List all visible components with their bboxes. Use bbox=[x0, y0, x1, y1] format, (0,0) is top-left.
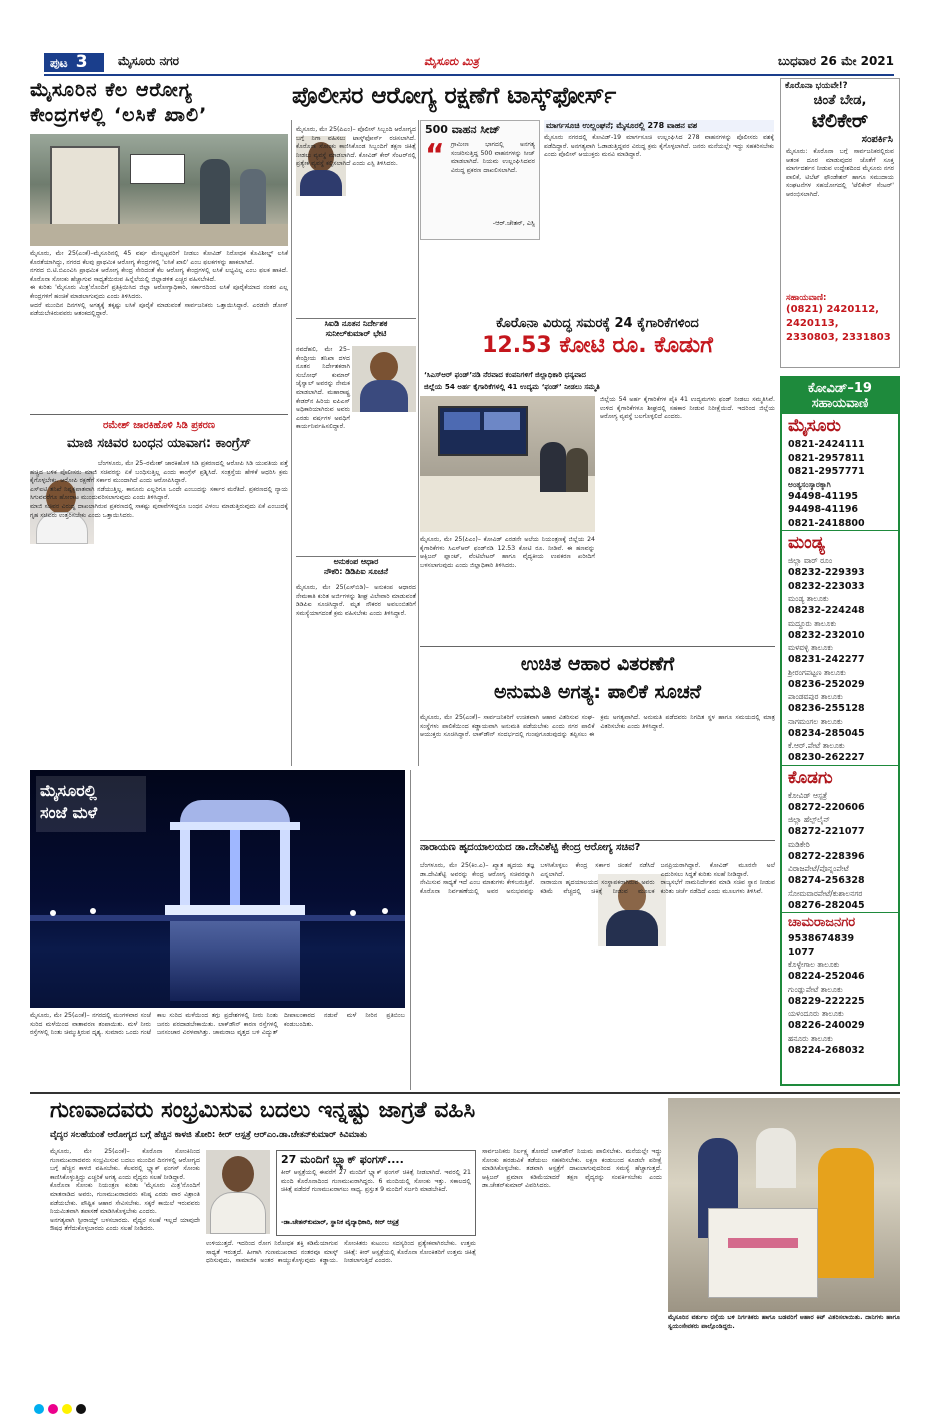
helpline-label: ಸಹಾಯವಾಣಿ: bbox=[786, 293, 827, 303]
mandya-phone-0: 08232-229393 bbox=[788, 567, 865, 578]
mysuru-ambulance-label: ಅಂತ್ಯಸಂಸ್ಕಾರಕ್ಕಾಗಿ bbox=[788, 479, 831, 489]
reg-mark-black bbox=[76, 1404, 86, 1414]
devishetty-headline: ನಾರಾಯಣ ಹೃದಯಾಲಯದ ಡಾ.ದೇವಿಶೆಟ್ಟಿ ಕೇಂದ್ರ ಆರೋಗ್ಯ ಸಚಿವ? bbox=[420, 842, 641, 853]
page-badge bbox=[44, 53, 104, 72]
paper-name: ಮೈಸೂರು ಮಿತ್ರ bbox=[424, 55, 479, 68]
meeting-photo bbox=[420, 396, 595, 532]
mandya-label-3: ಮದ್ದೂರು ತಾಲೂಕು bbox=[788, 618, 837, 628]
crore-headline-line1: ಕೊರೊನಾ ವಿರುದ್ಧ ಸಮರಕ್ಕೆ 24 ಕೈಗಾರಿಕೆಗಳಿಂದ bbox=[496, 316, 699, 331]
cid-headline-line1: ಸಿಐಡಿ ನೂತನ ನಿರ್ದೇಶಕ bbox=[324, 319, 388, 328]
telecare-body: ಮೈಸೂರು: ಕೊರೊನಾ ಬಗ್ಗೆ ಸಾರ್ವಜನಿಕರಲ್ಲಿರುವ ಆತಂಕ ದೂರ ಮಾಡುವುದರ ಜೊತೆಗೆ ಸೂಕ್ತ ಮಾರ್ಗದರ್ಶನ ನೀಡುವ ಉದ್ದೇಶದಿಂದ ಮೈಸೂರು ನಗರ ಪಾಲಿಕೆ, ಟಿಬೆಟ್ ಫೌಂಡೇಶನ್ ಹಾಗೂ ಸಮುದಾಯ ಸಂಘಟನೆಗಳ ಸಹಯೋಗದಲ್ಲಿ 'ಟೆಲಿಕೇರ್ ಸೆಂಟರ್' ಆರಂಭಿಸಲಾಗಿದೆ. bbox=[786, 148, 896, 198]
kodagu-phone-1: 08272-221077 bbox=[788, 826, 865, 837]
vaccine-headline-line2: ಕೇಂದ್ರಗಳಲ್ಲಿ ‘ಲಸಿಕೆ ಖಾಲಿ’ bbox=[30, 104, 208, 126]
ddpi-headline-line1: ಅನುಕಂಪ ಆಧಾರ bbox=[333, 557, 379, 566]
chamarajanagar-phone-4: 08226-240029 bbox=[788, 1020, 865, 1031]
taskforce-body-right: ಮೈಸೂರು ನಗರದಲ್ಲಿ ಕೋವಿಡ್-19 ಮಾರ್ಗಸೂಚಿ ಉಲ್ಲಂಘಿಸಿದ 278 ವಾಹನಗಳನ್ನು ಪೊಲೀಸರು ವಶಕ್ಕೆ ಪಡೆದಿದ್ದಾರೆ. ಅನಗತ್ಯವಾಗಿ ಓಡಾಡುತ್ತಿದ್ದವರ ವಿರುದ್ಧ ಕ್ರಮ ಕೈಗೊಳ್ಳಲಾಗಿದೆ. ಜನರು ಮನೆಯಲ್ಲೇ ಇದ್ದು ಸಹಕರಿಸಬೇಕು ಎಂದು ಪೊಲೀಸ್ ಆಯುಕ್ತರು ಮನವಿ ಮಾಡಿದ್ದಾರೆ. bbox=[544, 134, 776, 159]
kodagu-phone-0: 08272-220606 bbox=[788, 801, 865, 813]
issue-date: ಬುಧವಾರ 26 ಮೇ 2021 bbox=[778, 54, 894, 68]
mysuru-phone-2: 0821-2957811 bbox=[788, 452, 865, 464]
rain-label-line1: ಮೈಸೂರಲ್ಲಿ bbox=[40, 781, 97, 800]
mandya-label-7: ನಾಗಮಂಗಲ ತಾಲೂಕು bbox=[788, 716, 843, 726]
seize-box-body: ಗ್ರಾಮೀಣ ಭಾಗದಲ್ಲಿ ಅನಗತ್ಯ ಸಂಚರಿಸುತ್ತಿದ್ದ 500 ವಾಹನಗಳನ್ನು ಸೀಜ್ ಮಾಡಲಾಗಿದೆ. ನಿಯಮ ಉಲ್ಲಂಘಿಸಿದವರ ವಿರುದ್ಧ ಪ್ರಕರಣ ದಾಖಲಿಸಲಾಗಿದೆ. bbox=[451, 141, 537, 174]
fungus-box-title: 27 ಮಂದಿಗೆ ಬ್ಲ್ಯಾಕ್ ಫಂಗಸ್.... bbox=[281, 1153, 404, 1166]
chamarajanagar-list bbox=[782, 932, 898, 1057]
food-headline bbox=[420, 650, 775, 710]
mandya-label-0: ಜಿಲ್ಲಾ ವಾರ್ ರೂಂ bbox=[788, 556, 833, 565]
mysuru-phone-1: 0821-2424111 bbox=[788, 439, 865, 450]
mandya-label-8: ಕೆ.ಆರ್.ಪೇಟೆ ತಾಲೂಕು bbox=[788, 741, 845, 750]
chamarajanagar-label-2: ಕೊಳ್ಳೇಗಾಲ ತಾಲೂಕು bbox=[788, 960, 840, 969]
chamarajanagar-label-5: ಹನೂರು ತಾಲೂಕು bbox=[788, 1033, 833, 1043]
kodagu-phone-2: 08272-228396 bbox=[788, 850, 865, 862]
food-headline-line2: ಅನುಮತಿ ಅಗತ್ಯ: ಪಾಲಿಕೆ ಸೂಚನೆ bbox=[493, 681, 701, 703]
mysuru-ambulance-1: 94498-41195 bbox=[788, 490, 859, 502]
rule-devishetty-top bbox=[420, 840, 775, 841]
reg-mark-yellow bbox=[62, 1404, 72, 1414]
covid-helpline-box bbox=[780, 376, 900, 1086]
bottom-body-right: ಸಾರ್ವಜನಿಕರು ನಿರ್ಲಕ್ಷ್ಯ ತೋರದೆ ಲಾಕ್‌ಡೌನ್ ನಿಯಮ ಪಾಲಿಸಬೇಕು. ಮನೆಯಲ್ಲೇ ಇದ್ದು ಸೋಂಕು ಹರಡುವಿಕೆ ತಡೆಯಲು ಸಹಕರಿಸಬೇಕು. ಲಕ್ಷಣ ಕಂಡುಬಂದ ಕೂಡಲೇ ಪರೀಕ್ಷೆ ಮಾಡಿಸಿಕೊಳ್ಳಬೇಕು. ತಡವಾಗಿ ಆಸ್ಪತ್ರೆಗೆ ದಾಖಲಾಗುವುದರಿಂದ ಸಮಸ್ಯೆ ಹೆಚ್ಚಾಗುತ್ತದೆ. ಆಕ್ಸಿಜನ್ ಪ್ರಮಾಣ ಕಡಿಮೆಯಾದರೆ ತಕ್ಷಣ ವೈದ್ಯರನ್ನು ಸಂಪರ್ಕಿಸಬೇಕು ಎಂದು ಡಾ.ಚೇತನ್‌ಕುಮಾರ್ ವಿವರಿಸಿದರು. bbox=[482, 1148, 664, 1190]
ramesh-headline: ಮಾಜಿ ಸಚಿವರ ಬಂಧನ ಯಾವಾಗ: ಕಾಂಗ್ರೆಸ್ bbox=[67, 436, 251, 451]
reg-mark-magenta bbox=[48, 1404, 58, 1414]
food-kit-caption: ಮೈಸೂರಿನ ವರ್ತುಲ ರಸ್ತೆಯ ಬಳಿ ನಿರ್ಗತಿಕರು ಹಾಗೂ ಬಡವರಿಗೆ ಆಹಾರ ಕಿಟ್ ವಿತರಿಸಲಾಯಿತು. ದಾನಿಗಳು ಹಾಗೂ ಸ್ವಯಂಸೇವಕರು ಪಾಲ್ಗೊಂಡಿದ್ದರು. bbox=[668, 1314, 903, 1330]
kodagu-label-3: ವಿರಾಜಪೇಟೆ/ಪೊನ್ನಂಪೇಟೆ bbox=[788, 864, 849, 873]
mandya-label-4: ಮಳವಳ್ಳಿ ತಾಲೂಕು bbox=[788, 643, 833, 652]
vaccine-headline-line1: ಮೈಸೂರಿನ ಕೆಲ ಆರೋಗ್ಯ bbox=[30, 79, 193, 101]
telecare-contact: ಸಂಪರ್ಕಿಸಿ bbox=[861, 134, 893, 145]
district-mysuru: ಮೈಸೂರು bbox=[788, 416, 841, 436]
food-kit-photo bbox=[668, 1098, 900, 1312]
mandya-phone-2: 08232-224248 bbox=[788, 605, 865, 616]
cid-body: ನವದೆಹಲಿ, ಮೇ 25– ಕೇಂದ್ರೀಯ ತನಿಖಾ ದಳದ ನೂತನ ನಿರ್ದೇಶಕರಾಗಿ ಸುಬೋಧ್ ಕುಮಾರ್ ಜೈಸ್ವಾಲ್ ಅವರನ್ನು ನೇಮಕ ಮಾಡಲಾಗಿದೆ. ಮಹಾರಾಷ್ಟ್ರ ಕೇಡರ್‌ನ ಹಿರಿಯ ಐಪಿಎಸ್ ಅಧಿಕಾರಿಯಾಗಿರುವ ಅವರು ಎರಡು ವರ್ಷಗಳ ಅವಧಿಗೆ ಕಾರ್ಯನಿರ್ವಹಿಸಲಿದ್ದಾರೆ. bbox=[296, 346, 352, 431]
ramesh-body: ಬೆಂಗಳೂರು, ಮೇ 25–ರಮೇಶ್ ಜಾರಕಿಹೊಳಿ ಸಿಡಿ ಪ್ರಕರಣದಲ್ಲಿ ಆರೋಪಿ ಸಿಡಿ ಯುವತಿಯ ಪತ್ತೆ ಹಚ್ಚಿದ ಬಳಿಕ ಪೊಲೀಸರು ಮಾಜಿ ಸಚಿವರನ್ನು ಏಕೆ ಬಂಧಿಸುತ್ತಿಲ್ಲ ಎಂದು ಕಾಂಗ್ರೆಸ್ ಪ್ರಶ್ನಿಸಿದೆ. ಸಂತ್ರಸ್ತೆಯ ಹೇಳಿಕೆ ಆಧರಿಸಿ ಕ್ರಮ ಕೈಗೊಳ್ಳಬೇಕು. ಆರೋಪಿ ರಕ್ಷಣೆಗೆ ಸರ್ಕಾರ ಮುಂದಾಗಿದೆ ಎಂದು ಆರೋಪಿಸಿದ್ದಾರೆ. ಎಸ್‌ಐಟಿ ತನಿಖೆ ನಿಷ್ಪಕ್ಷಪಾತವಾಗಿ ನಡೆಯುತ್ತಿಲ್ಲ. ಕಾನೂನು ಎಲ್ಲರಿಗೂ ಒಂದೇ ಎಂಬುದನ್ನು ಸರ್ಕಾರ ಮರೆತಿದೆ. ಪ್ರಕರಣದಲ್ಲಿ ನ್ಯಾಯ ಸಿಗುವವರೆಗೂ ಹೋರಾಟ ಮುಂದುವರಿಸಲಾಗುವುದು ಎಂದು ತಿಳಿಸಿದ್ದಾರೆ. ಮಾಜಿ ಸಚಿವರ ವಿರುದ್ಧ ದಾಖಲಾಗಿರುವ ಪ್ರಕರಣದಲ್ಲಿ ಸಾಕಷ್ಟು ಪುರಾವೆಗಳಿದ್ದರೂ ಬಂಧನ ವಿಳಂಬ ಮಾಡುತ್ತಿರುವುದು ಏಕೆ ಎಂಬುದಕ್ಕೆ ಗೃಹ ಸಚಿವರು ಉತ್ತರಿಸಬೇಕು ಎಂದು ಒತ್ತಾಯಿಸಿದರು. bbox=[30, 460, 288, 519]
rule-food-top bbox=[420, 646, 775, 647]
taskforce-subheadline: ಮಾರ್ಗಸೂಚಿ ಉಲ್ಲಂಘನೆ; ಮೈಸೂರಲ್ಲಿ 278 ವಾಹನ ವಶ bbox=[544, 120, 774, 132]
food-headline-line1: ಉಚಿತ ಆಹಾರ ವಿತರಣೆಗೆ bbox=[520, 653, 675, 675]
crore-bullet-1: ‘ಸಿಎಸ್‌ಆರ್ ಫಂಡ್’ನಡಿ ನೆರವಾದ ಕಂಪನಿಗಳಿಗೆ ಜಿಲ್ಲಾಧಿಕಾರಿ ಧನ್ಯವಾದ bbox=[424, 370, 587, 379]
mandya-phone-1: 08232-223033 bbox=[788, 580, 865, 592]
fungus-box-body: ಕೀರ್ ಆಸ್ಪತ್ರೆಯಲ್ಲಿ ಈವರೆಗೆ 27 ಮಂದಿಗೆ ಬ್ಲ್ಯಾಕ್ ಫಂಗಸ್ ಚಿಕಿತ್ಸೆ ನೀಡಲಾಗಿದೆ. ಇವರಲ್ಲಿ 21 ಮಂದಿ ಕೊರೊನಾದಿಂದ ಗುಣಮುಖರಾಗಿದ್ದರು. 6 ಮಂದಿಯಲ್ಲಿ ಸೋಂಕು ಇತ್ತು. ಸಕಾಲದಲ್ಲಿ ಚಿಕಿತ್ಸೆ ಪಡೆದರೆ ಗುಣಮುಖರಾಗಲು ಸಾಧ್ಯ. ಪ್ರಸ್ತುತ 9 ಮಂದಿಗೆ ಸರ್ಜರಿ ಮಾಡಬೇಕಿದೆ. bbox=[281, 1169, 473, 1194]
bottom-bullet: ವೈದ್ಯರ ಸಲಹೆಯಂತೆ ಆರೋಗ್ಯದ ಬಗ್ಗೆ ಹೆಚ್ಚಿನ ಕಾಳಜಿ ತೋರಿ: ಕೀರ್ ಆಸ್ಪತ್ರೆ ಆರ್‌ಎಂ.ಡಾ.ಚೇತನ್‌ಕುಮಾರ್ ಕಿವಿಮಾತು bbox=[50, 1130, 367, 1140]
chamarajanagar-label-4: ಯಳಂದೂರು ತಾಲೂಕು bbox=[788, 1009, 844, 1018]
crore-headline bbox=[420, 316, 775, 368]
covid-title-line1: ಕೋವಿಡ್–19 bbox=[808, 381, 872, 396]
crore-bullet-2: ಜಿಲ್ಲೆಯ 54 ಅರ್ಹ ಕೈಗಾರಿಕೆಗಳಲ್ಲಿ 41 ಉದ್ಯಮ ‘ಫಂಡ್’ ನೀಡಲು ಸಮ್ಮತಿ bbox=[424, 382, 600, 391]
mandya-label-6: ಪಾಂಡವಪುರ ತಾಲೂಕು bbox=[788, 692, 843, 701]
chamarajanagar-phone-3: 08229-222225 bbox=[788, 995, 865, 1007]
vaccine-body: ಮೈಸೂರು, ಮೇ 25(ಎಂಕೆ)–ಮೈಸೂರಿನಲ್ಲಿ 45 ವರ್ಷ ಮೇಲ್ಪಟ್ಟವರಿಗೆ ನೀಡಲು ಕೋವಿಡ್ ನಿರೋಧಕ ಕೊವಿಶೀಲ್ಡ್ ಲಸಿಕೆ ಕೊರತೆಯಾಗಿದ್ದು, ನಗರದ ಕೆಲವು ಪ್ರಾಥಮಿಕ ಆರೋಗ್ಯ ಕೇಂದ್ರಗಳಲ್ಲಿ 'ಲಸಿಕೆ ಖಾಲಿ' ಎಂಬ ಫಲಕಗಳನ್ನು ಹಾಕಲಾಗಿದೆ. ನಗರದ ಬಿ.ಟಿ.ಬಿಎಂವಿಸಿ ಪ್ರಾಥಮಿಕ ಆರೋಗ್ಯ ಕೇಂದ್ರ ಸೇರಿದಂತೆ ಕೆಲ ಆರೋಗ್ಯ ಕೇಂದ್ರಗಳಲ್ಲಿ ಲಸಿಕೆ ಲಭ್ಯವಿಲ್ಲ ಎಂಬ ಫಲಕ ಹಾಕಿದೆ. ಕೊರೊನಾ ಸೋಂಕು ಹೆಚ್ಚಾಗುವ ಸಾಧ್ಯತೆಯಿರುವ ಹಿನ್ನೆಲೆಯಲ್ಲಿ ಜಿಲ್ಲಾಡಳಿತ ಎಚ್ಚರ ವಹಿಸಬೇಕಿದೆ. ಈ ಕುರಿತು 'ಮೈಸೂರು ಮಿತ್ರ'ನೊಂದಿಗೆ ಪ್ರತಿಕ್ರಿಯಿಸಿದ ಜಿಲ್ಲಾ ಆರೋಗ್ಯಾಧಿಕಾರಿ, ಸರ್ಕಾರದಿಂದ ಲಸಿಕೆ ಪೂರೈಕೆಯಾದ ನಂತರ ಎಲ್ಲ ಕೇಂದ್ರಗಳಿಗೆ ಹಂಚಿಕೆ ಮಾಡಲಾಗುವುದು ಎಂದು ತಿಳಿಸಿದರು. ಆದರೆ ಮುಂದಿನ ದಿನಗಳಲ್ಲಿ ಅಗತ್ಯಕ್ಕೆ ತಕ್ಕಷ್ಟು ಲಸಿಕೆ ಪೂರೈಕೆ ಮಾಡುವಂತೆ ಸಾರ್ವಜನಿಕರು ಒತ್ತಾಯಿಸಿದ್ದಾರೆ. ಎರಡನೇ ಡೋಸ್ ಪಡೆಯಬೇಕಿರುವವರು ಆತಂಕದಲ್ಲಿದ್ದಾರೆ. bbox=[30, 250, 288, 318]
kodagu-phone-4: 08276-282045 bbox=[788, 899, 865, 911]
cid-photo bbox=[352, 346, 416, 412]
mandya-phone-7: 08234-285045 bbox=[788, 727, 865, 739]
mysuru-ambulance-2: 94498-41196 bbox=[788, 504, 859, 515]
crore-body-left: ಮೈಸೂರು, ಮೇ 25(ಪಿಎಂ)– ಕೋವಿಡ್ ಎರಡನೇ ಅಲೆಯ ನಿಯಂತ್ರಣಕ್ಕೆ ಜಿಲ್ಲೆಯ 24 ಕೈಗಾರಿಕೆಗಳು ಸಿಎಸ್‌ಆರ್ ಫಂಡ್‌ನಡಿ 12.53 ಕೋಟಿ ರೂ. ನೀಡಿವೆ. ಈ ಹಣವನ್ನು ಆಕ್ಸಿಜನ್ ಪ್ಲಾಂಟ್, ವೆಂಟಿಲೇಟರ್ ಹಾಗೂ ವೈದ್ಯಕೀಯ ಉಪಕರಣ ಖರೀದಿಗೆ ಬಳಸಲಾಗುವುದು ಎಂದು ಜಿಲ್ಲಾಧಿಕಾರಿ ತಿಳಿಸಿದರು. bbox=[420, 536, 597, 569]
district-chamarajanagar: ಚಾಮರಾಜನಗರ bbox=[782, 912, 898, 932]
covid-title bbox=[782, 378, 898, 414]
mandya-label-5: ಶ್ರೀರಂಗಪಟ್ಟಣ ತಾಲೂಕು bbox=[788, 667, 846, 677]
kodagu-label-0: ಕೋವಿಡ್ ಆಸ್ಪತ್ರೆ bbox=[788, 790, 828, 800]
bottom-body-mid: ಉಳಿಯುತ್ತದೆ. ಇದರಿಂದ ರೋಗ ನಿರೋಧಕ ಶಕ್ತಿ ಕಡಿಮೆಯಾಗುವ ಸಾಧ್ಯತೆ ಇರುತ್ತದೆ. ಹೀಗಾಗಿ ಗುಣಮುಖರಾದ ನಂತರವೂ ಮಾಸ್ಕ್ ಧರಿಸುವುದು, ಸಾಮಾಜಿಕ ಅಂತರ ಕಾಯ್ದುಕೊಳ್ಳುವುದು ಕಡ್ಡಾಯ. ಸೋಂಕಿತರು ಕುಟುಂಬ ಸದಸ್ಯರಿಂದ ಪ್ರತ್ಯೇಕವಾಗಿರಬೇಕು. ಉತ್ತಮ ಚಿಕಿತ್ಸೆ: ಕೀರ್ ಆಸ್ಪತ್ರೆಯಲ್ಲಿ ಕೊರೊನಾ ಸೋಂಕಿತರಿಗೆ ಉತ್ತಮ ಚಿಕಿತ್ಸೆ ನೀಡಲಾಗುತ್ತಿದೆ ಎಂದರು. bbox=[206, 1240, 478, 1265]
doctor-photo bbox=[206, 1150, 270, 1234]
ramesh-kicker: ರಮೇಶ್ ಜಾರಕಿಹೊಳಿ ಸಿಡಿ ಪ್ರಕರಣ bbox=[103, 420, 215, 431]
kodagu-label-2: ಮಡಿಕೇರಿ bbox=[788, 839, 810, 849]
kodagu-label-1: ಜಿಲ್ಲಾ ಹೆಲ್ಪ್‌ಲೈನ್ bbox=[788, 815, 830, 824]
page-number: 3 bbox=[75, 52, 88, 72]
bottom-body-left: ಮೈಸೂರು, ಮೇ 25(ಎಂಕೆ)– ಕೊರೊನಾ ಸೋಂಕಿನಿಂದ ಗುಣಮುಖರಾದವರು ಸಂಭ್ರಮಿಸುವ ಬದಲು ಮುಂದಿನ ದಿನಗಳಲ್ಲಿ ಆರೋಗ್ಯದ ಬಗ್ಗೆ ಹೆಚ್ಚಿನ ಕಾಳಜಿ ವಹಿಸಬೇಕು. ಕೆಲವರಲ್ಲಿ ಬ್ಲ್ಯಾಕ್ ಫಂಗಸ್ ಸೋಂಕು ಕಾಣಿಸಿಕೊಳ್ಳುತ್ತಿದ್ದು ಎಚ್ಚರಿಕೆ ಅಗತ್ಯ ಎಂದು ವೈದ್ಯರು ಸಲಹೆ ನೀಡಿದ್ದಾರೆ. ಕೊರೊನಾ ಸೋಂಕು ನಿಯಂತ್ರಣ ಕುರಿತು 'ಮೈಸೂರು ಮಿತ್ರ'ನೊಂದಿಗೆ ಮಾತನಾಡಿದ ಅವರು, ಗುಣಮುಖರಾದವರು ಕನಿಷ್ಠ ಎರಡು ವಾರ ವಿಶ್ರಾಂತಿ ಪಡೆಯಬೇಕು. ಪೌಷ್ಟಿಕ ಆಹಾರ ಸೇವಿಸಬೇಕು. ಸಕ್ಕರೆ ಕಾಯಿಲೆ ಇರುವವರು ನಿಯಮಿತವಾಗಿ ತಪಾಸಣೆ ಮಾಡಿಸಿಕೊಳ್ಳಬೇಕು ಎಂದರು. ಅನಗತ್ಯವಾಗಿ ಸ್ಟೀರಾಯ್ಡ್ ಬಳಸಬಾರದು. ವೈದ್ಯರ ಸಲಹೆ ಇಲ್ಲದೆ ಯಾವುದೇ ಔಷಧ ತೆಗೆದುಕೊಳ್ಳಬಾರದು ಎಂದು ಸಲಹೆ ನೀಡಿದರು. bbox=[50, 1148, 200, 1233]
fungus-box bbox=[276, 1150, 476, 1236]
mandya-phone-5: 08236-252029 bbox=[788, 678, 865, 690]
mandya-label-2: ಮಂಡ್ಯ ತಾಲೂಕು bbox=[788, 594, 829, 603]
seize-box bbox=[420, 120, 540, 240]
taskforce-headline: ಪೊಲೀಸರ ಆರೋಗ್ಯ ರಕ್ಷಣೆಗೆ ಟಾಸ್ಕ್‌ಫೋರ್ಸ್ bbox=[292, 83, 617, 109]
reg-mark-cyan bbox=[34, 1404, 44, 1414]
rain-label-line2: ಸಂಜೆ ಮಳೆ bbox=[40, 803, 98, 822]
bottom-headline: ಗುಣವಾದವರು ಸಂಭ್ರಮಿಸುವ ಬದಲು ಇನ್ನಷ್ಟು ಜಾಗ್ರತೆ ವಹಿಸಿ bbox=[50, 1098, 476, 1123]
quote-mark-icon: “ bbox=[425, 138, 445, 173]
district-mandya: ಮಂಡ್ಯ bbox=[782, 530, 898, 555]
seize-box-author: -ಆರ್.ಚೇತನ್, ಎಸ್ಪಿ bbox=[492, 219, 535, 227]
telecare-kicker: ಕೊರೊನಾ ಭಯವೇ!? bbox=[785, 81, 848, 91]
covid-title-line2: ಸಹಾಯವಾಣಿ bbox=[811, 396, 869, 411]
rule-center-mid bbox=[418, 120, 419, 766]
mandya-phone-3: 08232-232010 bbox=[788, 629, 865, 641]
taskforce-body-left: ಮೈಸೂರು, ಮೇ 25(ಪಿಎಂ)– ಪೊಲೀಸ್ ಸಿಬ್ಬಂದಿ ಆರೋಗ್ಯದ ಬಗ್ಗೆ ನಿಗಾ ವಹಿಸಲು ಟಾಸ್ಕ್‌ಫೋರ್ಸ್ ರಚಿಸಲಾಗಿದೆ. ಕೊರೊನಾ ಸೋಂಕು ಕಾಣಿಸಿಕೊಂಡ ಸಿಬ್ಬಂದಿಗೆ ತಕ್ಷಣ ಚಿಕಿತ್ಸೆ ನೀಡಲು ವ್ಯವಸ್ಥೆ ಮಾಡಲಾಗಿದೆ. ಕೋವಿಡ್ ಕೇರ್ ಸೆಂಟರ್‌ನಲ್ಲಿ ಪ್ರತ್ಯೇಕ ವ್ಯವಸ್ಥೆ ಕಲ್ಪಿಸಲಾಗಿದೆ ಎಂದು ಎಸ್ಪಿ ತಿಳಿಸಿದರು. bbox=[296, 126, 418, 168]
ddpi-headline-line2: ನೌಕರಿ: ಡಿಡಿಪಿಐ ಸೂಚನೆ bbox=[324, 567, 388, 576]
vaccine-headline bbox=[30, 78, 288, 130]
rule-rain-right bbox=[410, 770, 411, 1090]
crore-body-right: ಜಿಲ್ಲೆಯ 54 ಅರ್ಹ ಕೈಗಾರಿಕೆಗಳ ಪೈಕಿ 41 ಉದ್ಯಮಗಳು ಫಂಡ್ ನೀಡಲು ಸಮ್ಮತಿಸಿವೆ. ಉಳಿದ ಕೈಗಾರಿಕೆಗಳೂ ಶೀಘ್ರದಲ್ಲಿ ಸಹಕಾರ ನೀಡುವ ನಿರೀಕ್ಷೆಯಿದೆ. ಇದರಿಂದ ಜಿಲ್ಲೆಯ ಆರೋಗ್ಯ ವ್ಯವಸ್ಥೆ ಬಲಗೊಳ್ಳಲಿದೆ ಎಂದರು. bbox=[600, 396, 777, 421]
seize-box-title: 500 ವಾಹನ ಸೀಜ್ bbox=[425, 123, 501, 136]
ddpi-body: ಮೈಸೂರು, ಮೇ 25(ಎಸ್‌ಬಿಡಿ)– ಅನುಕಂಪ ಆಧಾರದ ನೇಮಕಾತಿ ಕುರಿತ ಅರ್ಜಿಗಳನ್ನು ಶೀಘ್ರ ವಿಲೇವಾರಿ ಮಾಡುವಂತೆ ಡಿಡಿಪಿಐ ಸೂಚಿಸಿದ್ದಾರೆ. ಮೃತ ನೌಕರರ ಅವಲಂಬಿತರಿಗೆ ಸಮಸ್ಯೆಯಾಗದಂತೆ ಕ್ರಮ ವಹಿಸಬೇಕು ಎಂದು ತಿಳಿಸಿದ್ದಾರೆ. bbox=[296, 584, 418, 617]
ddpi-headline bbox=[296, 556, 416, 582]
masthead bbox=[44, 52, 894, 74]
helpline-numbers: (0821) 2420112, 2420113, 2330803, 2331803 bbox=[786, 304, 891, 343]
chamarajanagar-label-3: ಗುಂಡ್ಲುಪೇಟೆ ತಾಲೂಕು bbox=[788, 984, 843, 994]
mandya-list bbox=[782, 555, 898, 765]
kodagu-label-4: ಸೋಮವಾರಪೇಟೆ/ಕುಶಾಲನಗರ bbox=[788, 888, 863, 898]
rule-center-left bbox=[291, 120, 292, 766]
mysuru-phone-3: 0821-2957771 bbox=[788, 466, 865, 477]
chamarajanagar-phone-1: 1077 bbox=[788, 946, 815, 958]
fungus-box-author: -ಡಾ.ಚೇತನ್‌ಕುಮಾರ್, ಸ್ಥಾನಿಕ ವೈದ್ಯಾಧಿಕಾರಿ, ಕೀರ್ ಆಸ್ಪತ್ರೆ bbox=[281, 1219, 399, 1226]
telecare-box bbox=[780, 78, 900, 368]
devishetty-body: ಬೆಂಗಳೂರು, ಮೇ 25(ಕಿಂ.ಎ)– ಖ್ಯಾತ ಹೃದಯ ತಜ್ಞ ಡಾ.ದೇವಿಶೆಟ್ಟಿ ಅವರನ್ನು ಕೇಂದ್ರ ಆರೋಗ್ಯ ಸಚಿವರನ್ನಾಗಿ ನೇಮಿಸುವ ಸಾಧ್ಯತೆ ಇದೆ ಎಂಬ ಮಾತುಗಳು ಕೇಳಿಬರುತ್ತಿವೆ. ಕೊರೊನಾ ನಿರ್ವಹಣೆಯಲ್ಲಿ ಅವರ ಅನುಭವವನ್ನು ಬಳಸಿಕೊಳ್ಳಲು ಕೇಂದ್ರ ಸರ್ಕಾರ ಚಿಂತನೆ ನಡೆಸಿದೆ ಎನ್ನಲಾಗಿದೆ. ನಾರಾಯಣ ಹೃದಯಾಲಯದ ಸಂಸ್ಥಾಪಕರಾಗಿರುವ ಅವರು ಕಡಿಮೆ ವೆಚ್ಚದಲ್ಲಿ ಚಿಕಿತ್ಸೆ ನೀಡುವ ಮೂಲಕ ಜನಪ್ರಿಯರಾಗಿದ್ದಾರೆ. ಕೋವಿಡ್ ಮೂರನೇ ಅಲೆ ಎದುರಿಸಲು ಸಿದ್ಧತೆ ಕುರಿತು ಸಲಹೆ ನೀಡಿದ್ದಾರೆ. ರಾಜ್ಯಸಭೆಗೆ ನಾಮನಿರ್ದೇಶನ ಮಾಡಿ ಸಚಿವ ಸ್ಥಾನ ನೀಡುವ ಕುರಿತು ಚರ್ಚೆ ನಡೆದಿದೆ ಎಂದು ಮೂಲಗಳು ತಿಳಿಸಿವೆ. bbox=[420, 862, 775, 895]
mandya-phone-8: 08230-262227 bbox=[788, 752, 865, 763]
rain-caption: ಮೈಸೂರು, ಮೇ 25(ಎಂಕೆ)– ನಗರದಲ್ಲಿ ಮಂಗಳವಾರ ಸಂಜೆ ಸುರಿದ ಮಳೆಯಿಂದ ವಾತಾವರಣ ತಂಪಾಯಿತು. ಮಳೆ ನೀರು ರಸ್ತೆಗಳಲ್ಲಿ ನಿಂತು ಚಿಮ್ಮುತ್ತಿರುವ ದೃಶ್ಯ. ಸುಮಾರು ಒಂದು ಗಂಟೆ ಕಾಲ ಸುರಿದ ಮಳೆಯಿಂದ ತಗ್ಗು ಪ್ರದೇಶಗಳಲ್ಲಿ ನೀರು ನಿಂತು ಜನರು ಪರದಾಡಬೇಕಾಯಿತು. ಲಾಕ್‌ಡೌನ್ ಕಾರಣ ರಸ್ತೆಗಳಲ್ಲಿ ಜನಸಂಚಾರ ವಿರಳವಾಗಿತ್ತು. ಚಾಮರಾಜ ವೃತ್ತದ ಬಳಿ ವಿದ್ಯುತ್ ದೀಪಾಲಂಕಾರದ ನಡುವೆ ಮಳೆ ನೀರಿನ ಪ್ರತಿಬಿಂಬ ಕಂಡುಬಂದಿತು. bbox=[30, 1012, 407, 1037]
district-kodagu: ಕೊಡಗು bbox=[782, 765, 898, 790]
kodagu-phone-3: 08274-256328 bbox=[788, 875, 865, 886]
masthead-rule bbox=[44, 74, 894, 76]
rain-photo bbox=[30, 770, 405, 1008]
telecare-sub: ಚಿಂತೆ ಬೇಡ, bbox=[813, 93, 867, 108]
section-name: ಮೈಸೂರು ನಗರ bbox=[118, 54, 180, 68]
cid-headline-line2: ಸುನೀಲ್‌ಕುಮಾರ್ ಭೇಟಿ bbox=[325, 329, 387, 338]
food-body: ಮೈಸೂರು, ಮೇ 25(ಎಂಕೆ)– ಸಾರ್ವಜನಿಕರಿಗೆ ಉಚಿತವಾಗಿ ಆಹಾರ ವಿತರಿಸುವ ಸಂಘ-ಸಂಸ್ಥೆಗಳು ಪಾಲಿಕೆಯಿಂದ ಕಡ್ಡಾಯವಾಗಿ ಅನುಮತಿ ಪಡೆಯಬೇಕು ಎಂದು ನಗರ ಪಾಲಿಕೆ ಆಯುಕ್ತರು ಸೂಚಿಸಿದ್ದಾರೆ. ಲಾಕ್‌ಡೌನ್ ಸಂದರ್ಭದಲ್ಲಿ ಗುಂಪುಗೂಡುವುದನ್ನು ತಪ್ಪಿಸಲು ಈ ಕ್ರಮ ಅಗತ್ಯವಾಗಿದೆ. ಅನುಮತಿ ಪಡೆದವರು ನಿಗದಿತ ಸ್ಥಳ ಹಾಗೂ ಸಮಯದಲ್ಲಿ ಮಾತ್ರ ವಿತರಿಸಬೇಕು ಎಂದು ತಿಳಿಸಿದ್ದಾರೆ. bbox=[420, 714, 777, 739]
crore-headline-line2: 12.53 ಕೋಟಿ ರೂ. ಕೊಡುಗೆ bbox=[482, 333, 713, 358]
chamarajanagar-phone-5: 08224-268032 bbox=[788, 1044, 865, 1056]
vaccine-photo bbox=[30, 134, 288, 246]
mandya-phone-6: 08236-255128 bbox=[788, 703, 865, 714]
chamarajanagar-phone-2: 08224-252046 bbox=[788, 971, 865, 982]
chamarajanagar-phone-0: 9538674839 bbox=[788, 933, 855, 944]
mandya-phone-4: 08231-242277 bbox=[788, 654, 865, 665]
telecare-title: ಟೆಲಿಕೇರ್ bbox=[811, 110, 869, 132]
rule-bottom-top bbox=[30, 1092, 900, 1094]
kodagu-list bbox=[782, 790, 898, 913]
rain-label bbox=[36, 776, 146, 832]
mysuru-ambulance-3: 0821-2418800 bbox=[788, 517, 865, 529]
rule-left-1 bbox=[30, 414, 288, 415]
page-label: ಪುಟ bbox=[50, 56, 68, 70]
cid-headline bbox=[296, 318, 416, 344]
